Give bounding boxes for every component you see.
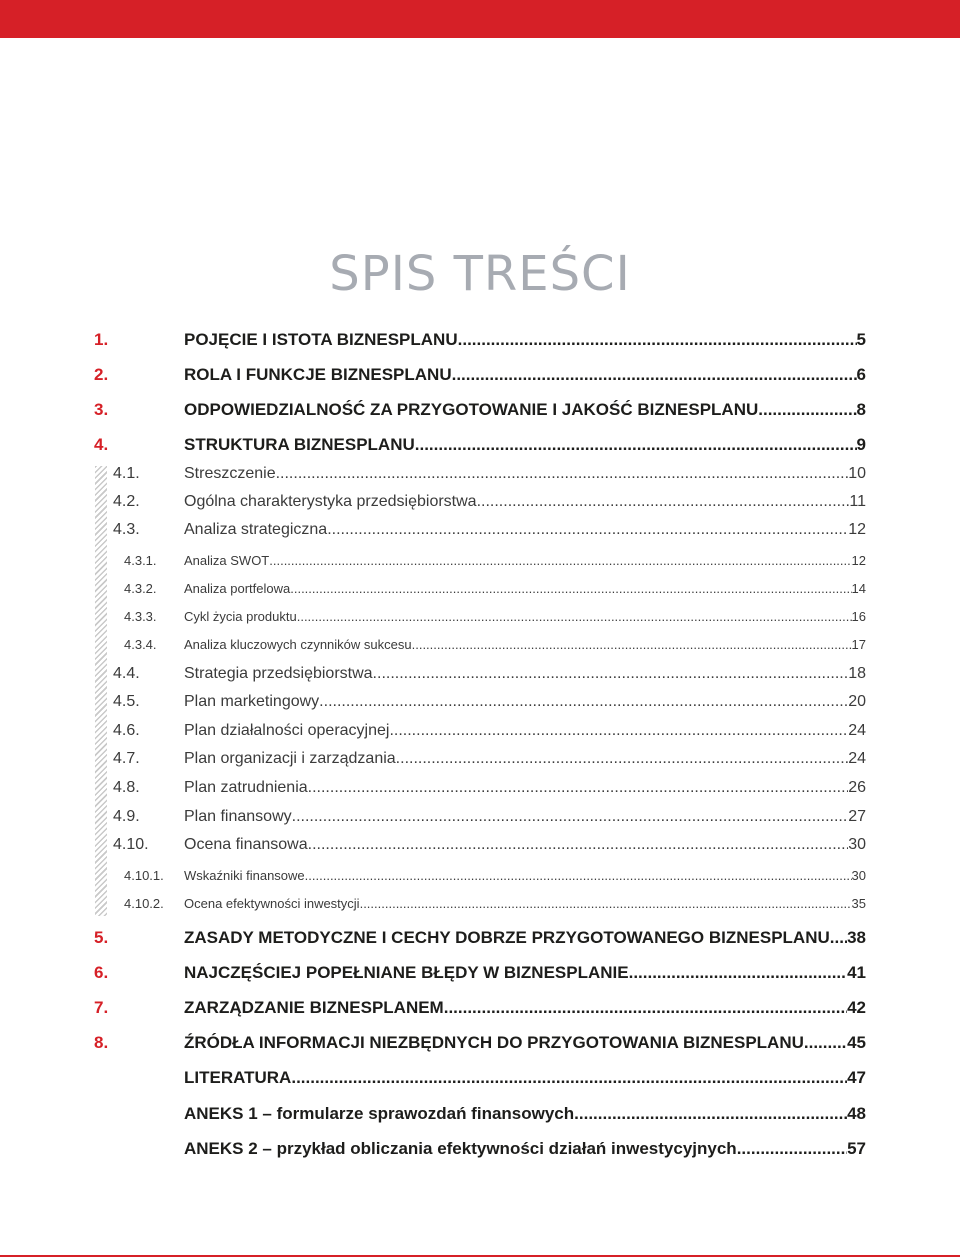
- toc-entry-title: LITERATURA: [184, 1068, 292, 1087]
- toc-entry-number: 4.3.1.: [124, 553, 157, 568]
- toc-dot-leader: [574, 1104, 847, 1124]
- toc-entry[interactable]: [0, 1104, 960, 1128]
- toc-entry-page: 24: [848, 750, 866, 767]
- toc-entry[interactable]: [0, 868, 960, 886]
- toc-entry-title: Streszczenie: [184, 465, 276, 482]
- toc-entry[interactable]: [0, 665, 960, 687]
- toc-entry-page: 11: [849, 493, 866, 510]
- toc-entry[interactable]: [0, 750, 960, 772]
- page-title: SPIS TREŚCI: [329, 246, 631, 303]
- toc-entry-number: 4.1.: [113, 465, 140, 482]
- toc-entry-number: 4.8.: [113, 779, 140, 796]
- toc-dot-leader: [415, 435, 857, 455]
- toc-entry-page: 45: [847, 1033, 866, 1052]
- toc-entry-page: 16: [851, 609, 866, 624]
- toc-entry-title: Analiza strategiczna: [184, 521, 328, 538]
- toc-entry[interactable]: [0, 896, 960, 914]
- toc-dot-leader: [276, 465, 849, 483]
- toc-entry-page: 8: [856, 400, 866, 419]
- toc-entry-number: 3.: [94, 400, 109, 419]
- toc-entry-number: 4.4.: [113, 665, 140, 682]
- toc-entry-number: 6.: [94, 963, 109, 982]
- toc-dot-leader: [737, 1139, 847, 1159]
- toc-dot-leader: [758, 400, 856, 420]
- toc-dot-leader: [804, 1033, 847, 1053]
- toc-entry-number: 1.: [94, 330, 109, 349]
- toc-entry-number: 4.: [94, 435, 109, 454]
- toc-entry-page: 48: [847, 1104, 866, 1123]
- toc-entry-page: 5: [856, 330, 866, 349]
- toc-dot-leader: [477, 493, 850, 511]
- toc-entry-title: Plan finansowy: [184, 808, 292, 825]
- toc-entry-number: 4.6.: [113, 722, 140, 739]
- toc-entry[interactable]: [0, 465, 960, 487]
- toc-entry[interactable]: [0, 693, 960, 715]
- toc-entry-title: Analiza SWOT: [184, 553, 270, 568]
- toc-entry-page: 35: [851, 896, 866, 911]
- toc-entry-title: Ogólna charakterystyka przedsiębiorstwa: [184, 493, 477, 510]
- toc-entry-title: ZARZĄDZANIE BIZNESPLANEM: [184, 998, 444, 1017]
- toc-entry-page: 47: [847, 1068, 866, 1087]
- toc-dot-leader: [292, 808, 849, 826]
- toc-entry-page: 9: [856, 435, 866, 454]
- toc-entry[interactable]: [0, 400, 960, 424]
- toc-dot-leader: [360, 896, 852, 911]
- toc-entry[interactable]: [0, 365, 960, 389]
- toc-entry[interactable]: [0, 493, 960, 515]
- toc-entry[interactable]: [0, 836, 960, 858]
- toc-entry-title: Plan organizacji i zarządzania: [184, 750, 396, 767]
- toc-entry-number: 7.: [94, 998, 109, 1017]
- toc-entry-page: 42: [847, 998, 866, 1017]
- toc-entry-page: 6: [856, 365, 866, 384]
- toc-entry[interactable]: [0, 998, 960, 1022]
- toc-dot-leader: [305, 868, 852, 883]
- toc-entry-number: 4.7.: [113, 750, 140, 767]
- toc-entry-title: Plan marketingowy: [184, 693, 320, 710]
- toc-entry-number: 4.3.4.: [124, 637, 157, 652]
- toc-entry-number: 4.2.: [113, 493, 140, 510]
- toc-entry-title: ODPOWIEDZIALNOŚĆ ZA PRZYGOTOWANIE I JAKOŚĆ BIZNESPLANU: [184, 400, 759, 419]
- toc-entry[interactable]: [0, 581, 960, 599]
- toc-entry-number: 4.3.2.: [124, 581, 157, 596]
- toc-entry-title: Analiza kluczowych czynników sukcesu: [184, 637, 412, 652]
- toc-dot-leader: [327, 521, 848, 539]
- toc-entry-number: 4.10.: [113, 836, 149, 853]
- toc-entry-page: 30: [848, 836, 866, 853]
- toc-dot-leader: [269, 553, 851, 568]
- toc-entry[interactable]: [0, 330, 960, 354]
- toc-entry-title: ŹRÓDŁA INFORMACJI NIEZBĘDNYCH DO PRZYGOTOWANIA BIZNESPLANU: [184, 1033, 804, 1052]
- toc-entry[interactable]: [0, 637, 960, 655]
- toc-entry-title: POJĘCIE I ISTOTA BIZNESPLANU: [184, 330, 458, 349]
- toc-entry[interactable]: [0, 808, 960, 830]
- toc-entry-title: Plan działalności operacyjnej: [184, 722, 390, 739]
- toc-dot-leader: [290, 581, 851, 596]
- toc-entry-title: Strategia przedsiębiorstwa: [184, 665, 373, 682]
- toc-dot-leader: [412, 637, 852, 652]
- toc-entry-title: Ocena efektywności inwestycji: [184, 896, 360, 911]
- toc-entry[interactable]: [0, 1033, 960, 1057]
- toc-dot-leader: [830, 928, 847, 948]
- toc-dot-leader: [444, 998, 847, 1018]
- toc-entry-number: 4.5.: [113, 693, 140, 710]
- toc-dot-leader: [389, 722, 848, 740]
- toc-entry[interactable]: [0, 553, 960, 571]
- toc-entry[interactable]: [0, 1068, 960, 1092]
- bottom-red-line: [0, 1255, 960, 1257]
- toc-dot-leader: [452, 365, 857, 385]
- toc-entry-page: 38: [847, 928, 866, 947]
- toc-entry-title: ANEKS 1 – formularze sprawozdań finansowych: [184, 1104, 575, 1123]
- toc-entry-number: 4.10.1.: [124, 868, 164, 883]
- toc-entry-page: 57: [847, 1139, 866, 1158]
- toc-entry-page: 18: [848, 665, 866, 682]
- toc-entry-page: 10: [848, 465, 866, 482]
- toc-entry-page: 17: [851, 637, 866, 652]
- toc-entry-title: Analiza portfelowa: [184, 581, 291, 596]
- toc-entry-page: 41: [847, 963, 866, 982]
- toc-entry[interactable]: [0, 521, 960, 543]
- toc-entry[interactable]: [0, 609, 960, 627]
- toc-entry[interactable]: [0, 435, 960, 459]
- top-red-bar: [0, 0, 960, 38]
- toc-dot-leader: [373, 665, 849, 683]
- toc-entry-title: ROLA I FUNKCJE BIZNESPLANU: [184, 365, 452, 384]
- toc-entry-number: 8.: [94, 1033, 109, 1052]
- toc-dot-leader: [297, 609, 852, 624]
- toc-entry-number: 4.3.3.: [124, 609, 157, 624]
- toc-entry[interactable]: [0, 779, 960, 801]
- toc-entry-page: 27: [848, 808, 866, 825]
- toc-entry[interactable]: [0, 963, 960, 987]
- toc-entry-title: ZASADY METODYCZNE I CECHY DOBRZE PRZYGOTOWANEGO BIZNESPLANU: [184, 928, 830, 947]
- toc-entry-page: 14: [851, 581, 866, 596]
- toc-entry-page: 30: [851, 868, 866, 883]
- toc-entry-page: 12: [848, 521, 866, 538]
- toc-entry-number: 4.10.2.: [124, 896, 164, 911]
- toc-entry-title: Wskaźniki finansowe: [184, 868, 305, 883]
- toc-dot-leader: [458, 330, 857, 350]
- toc-entry-page: 12: [851, 553, 866, 568]
- toc-dot-leader: [629, 963, 847, 983]
- toc-entry-title: Ocena finansowa: [184, 836, 308, 853]
- toc-entry[interactable]: [0, 722, 960, 744]
- toc-entry-title: ANEKS 2 – przykład obliczania efektywności działań inwestycyjnych: [184, 1139, 737, 1158]
- toc-entry-page: 26: [848, 779, 866, 796]
- toc-entry-title: NAJCZĘŚCIEJ POPEŁNIANE BŁĘDY W BIZNESPLANIE: [184, 963, 629, 982]
- toc-entry-number: 5.: [94, 928, 109, 947]
- toc-entry-page: 20: [848, 693, 866, 710]
- toc-dot-leader: [396, 750, 849, 768]
- toc-dot-leader: [291, 1068, 847, 1088]
- toc-entry[interactable]: [0, 1139, 960, 1163]
- toc-dot-leader: [308, 779, 849, 797]
- toc-entry-title: Plan zatrudnienia: [184, 779, 308, 796]
- toc-entry-title: STRUKTURA BIZNESPLANU: [184, 435, 415, 454]
- toc-entry-page: 24: [848, 722, 866, 739]
- toc-entry-number: 2.: [94, 365, 109, 384]
- toc-entry-number: 4.3.: [113, 521, 140, 538]
- toc-dot-leader: [308, 836, 849, 854]
- toc-entry[interactable]: [0, 928, 960, 952]
- toc-dot-leader: [319, 693, 848, 711]
- toc-entry-number: 4.9.: [113, 808, 140, 825]
- toc-entry-title: Cykl życia produktu: [184, 609, 297, 624]
